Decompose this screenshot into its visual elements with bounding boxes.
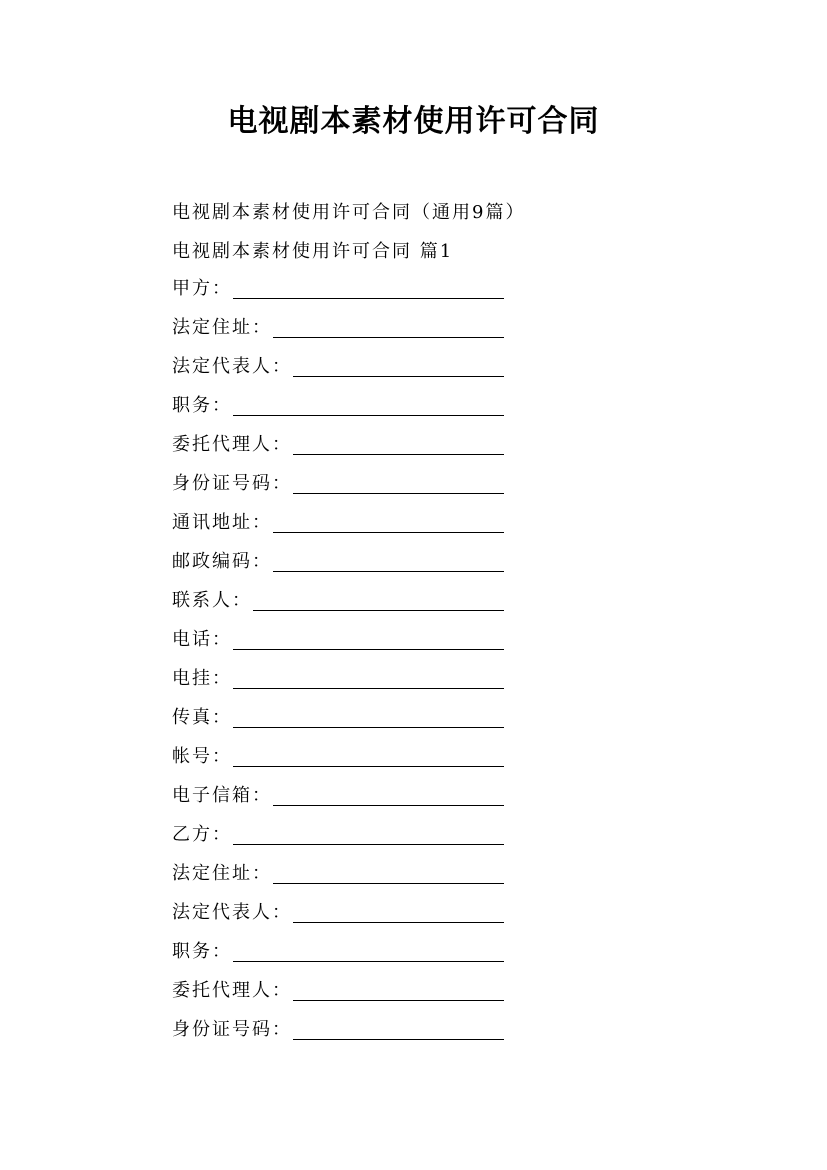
field-label: 职务： [172,941,232,962]
party-a-field-phone [172,620,652,659]
party-b-row [172,815,652,854]
field-label: 邮政编码： [172,551,272,572]
party-a-label: 甲方： [172,278,232,299]
field-label: 职务： [172,395,232,416]
document-subtitle: 电视剧本素材使用许可合同（通用9篇） [172,201,526,223]
section-heading: 电视剧本素材使用许可合同 篇1 [172,240,454,262]
field-blank [293,453,504,455]
field-label: 电子信箱： [172,785,272,806]
party-a-field-agent [172,425,652,464]
field-label: 传真： [172,707,232,728]
field-blank [233,414,504,416]
party-b-field-legal-rep [172,893,652,932]
field-label: 委托代理人： [172,980,292,1001]
party-a-row [172,269,652,308]
field-label: 委托代理人： [172,434,292,455]
party-a-field-fax [172,698,652,737]
party-a-field-telegraph [172,659,652,698]
field-label: 电挂： [172,668,232,689]
field-blank [273,531,504,533]
party-b-field-position [172,932,652,971]
document-title: 电视剧本素材使用许可合同 [227,104,600,139]
party-a-field-position [172,386,652,425]
field-blank [233,726,504,728]
party-a-field-address [172,308,652,347]
field-label: 通讯地址： [172,512,272,533]
party-b-blank [233,843,504,845]
party-a-field-account [172,737,652,776]
field-blank [233,765,504,767]
field-blank [233,648,504,650]
field-blank [253,609,504,611]
field-blank [273,336,504,338]
field-blank [233,687,504,689]
field-blank [273,570,504,572]
field-label: 身份证号码： [172,1019,292,1040]
field-label: 法定住址： [172,317,272,338]
party-b-field-address [172,854,652,893]
contract-body [172,191,652,1049]
party-a-field-legal-rep [172,347,652,386]
field-label: 身份证号码： [172,473,292,494]
party-a-field-postcode [172,542,652,581]
party-a-field-mail-address [172,503,652,542]
field-blank [293,492,504,494]
field-blank [293,1038,504,1040]
field-label: 法定代表人： [172,356,292,377]
party-a-field-id-number [172,464,652,503]
party-a-field-contact [172,581,652,620]
field-label: 法定代表人： [172,902,292,923]
field-label: 帐号： [172,746,232,767]
party-b-label: 乙方： [172,824,232,845]
party-a-field-email [172,776,652,815]
field-blank [293,999,504,1001]
field-label: 联系人： [172,590,252,611]
field-blank [273,804,504,806]
field-blank [293,921,504,923]
party-b-field-id-number [172,1010,652,1049]
party-b-field-agent [172,971,652,1010]
party-a-blank [233,297,504,299]
field-blank [273,882,504,884]
field-label: 电话： [172,629,232,650]
field-label: 法定住址： [172,863,272,884]
field-blank [293,375,504,377]
field-blank [233,960,504,962]
